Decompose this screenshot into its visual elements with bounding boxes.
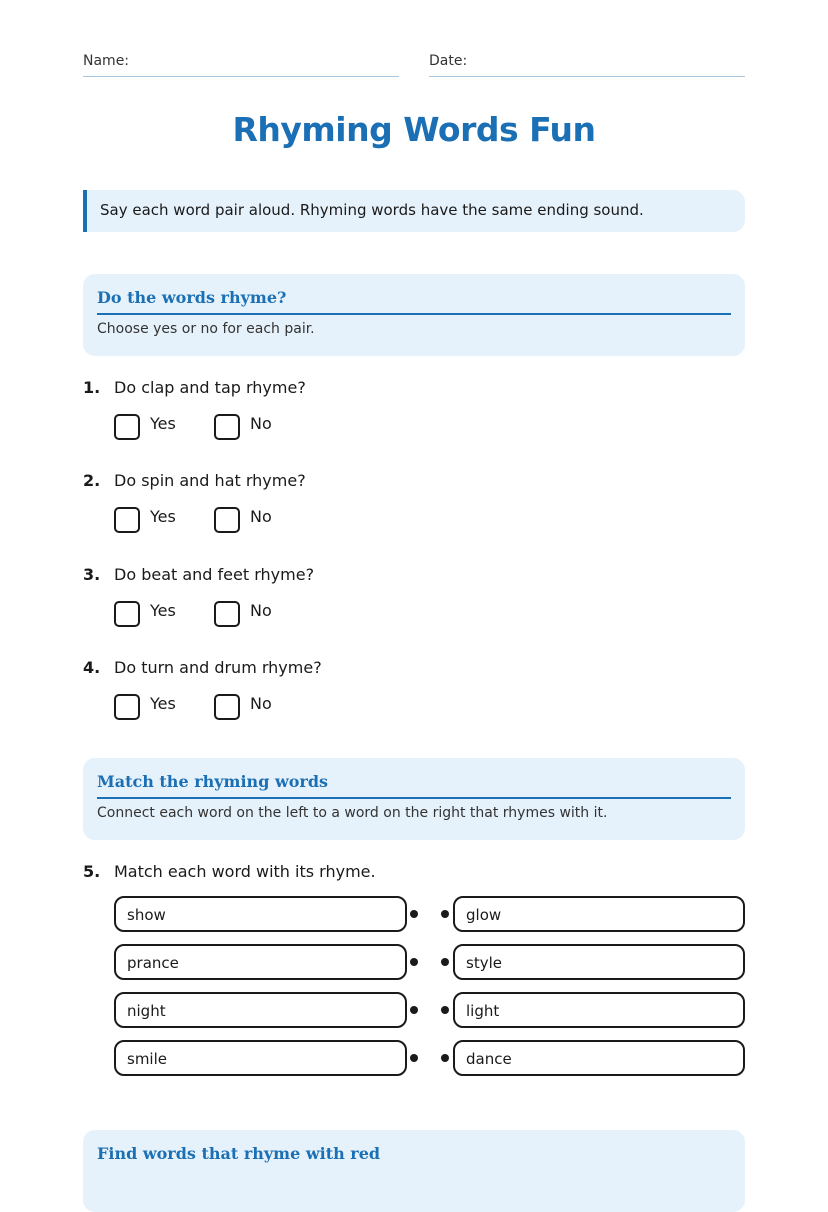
checkbox[interactable] [214,601,240,627]
question-number: 1. [83,378,101,397]
question-number: 4. [83,658,101,677]
name-field[interactable] [83,52,399,77]
no-label: No [250,507,272,526]
question-text: Match each word with its rhyme. [114,862,376,881]
left-word[interactable]: smile [114,1040,407,1076]
question-text: Do turn and drum rhyme? [114,658,322,677]
question-1 [83,378,745,442]
question-number: 5. [83,862,101,881]
connector-dot[interactable] [441,1054,449,1062]
connector-dot[interactable] [410,910,418,918]
right-word[interactable]: style [453,944,745,980]
no-label: No [250,414,272,433]
question-text: Do beat and feet rhyme? [114,565,315,584]
right-word[interactable]: glow [453,896,745,932]
right-word[interactable]: dance [453,1040,745,1076]
yes-label: Yes [150,414,176,433]
match-row [114,896,745,936]
name-label: Name: [83,53,130,69]
left-word[interactable]: prance [114,944,407,980]
left-word[interactable]: show [114,896,407,932]
right-word[interactable]: light [453,992,745,1028]
header-fields [83,52,745,78]
checkbox[interactable] [114,414,140,440]
connector-dot[interactable] [410,958,418,966]
checkbox[interactable] [114,507,140,533]
question-number: 2. [83,471,101,490]
question-4 [83,658,745,722]
section-heading: Find words that rhyme with red [97,1144,381,1163]
connector-dot[interactable] [441,910,449,918]
connector-dot[interactable] [441,958,449,966]
question-5 [83,862,745,884]
section-find-rhymes [83,1130,745,1212]
section-matching [83,758,745,840]
checkbox[interactable] [214,414,240,440]
date-field[interactable] [429,52,745,77]
question-text: Do clap and tap rhyme? [114,378,306,397]
section-description: Connect each word on the left to a word on the right that rhymes with it. [97,805,608,821]
no-label: No [250,601,272,620]
section-rhyme-check [83,274,745,356]
connector-dot[interactable] [410,1006,418,1014]
yes-label: Yes [150,507,176,526]
section-heading: Match the rhyming words [97,772,731,799]
question-number: 3. [83,565,101,584]
section-description: Choose yes or no for each pair. [97,321,315,337]
no-label: No [250,694,272,713]
page-title: Rhyming Words Fun [232,110,596,149]
left-word[interactable]: night [114,992,407,1028]
question-3 [83,565,745,629]
checkbox[interactable] [214,694,240,720]
checkbox[interactable] [214,507,240,533]
instruction-callout: Say each word pair aloud. Rhyming words have the same ending sound. [83,190,745,232]
yes-label: Yes [150,601,176,620]
connector-dot[interactable] [441,1006,449,1014]
match-row [114,992,745,1032]
question-2 [83,471,745,535]
connector-dot[interactable] [410,1054,418,1062]
section-heading: Do the words rhyme? [97,288,731,315]
match-row [114,944,745,984]
match-row [114,1040,745,1080]
checkbox[interactable] [114,601,140,627]
yes-label: Yes [150,694,176,713]
date-label: Date: [429,53,468,69]
checkbox[interactable] [114,694,140,720]
question-text: Do spin and hat rhyme? [114,471,306,490]
